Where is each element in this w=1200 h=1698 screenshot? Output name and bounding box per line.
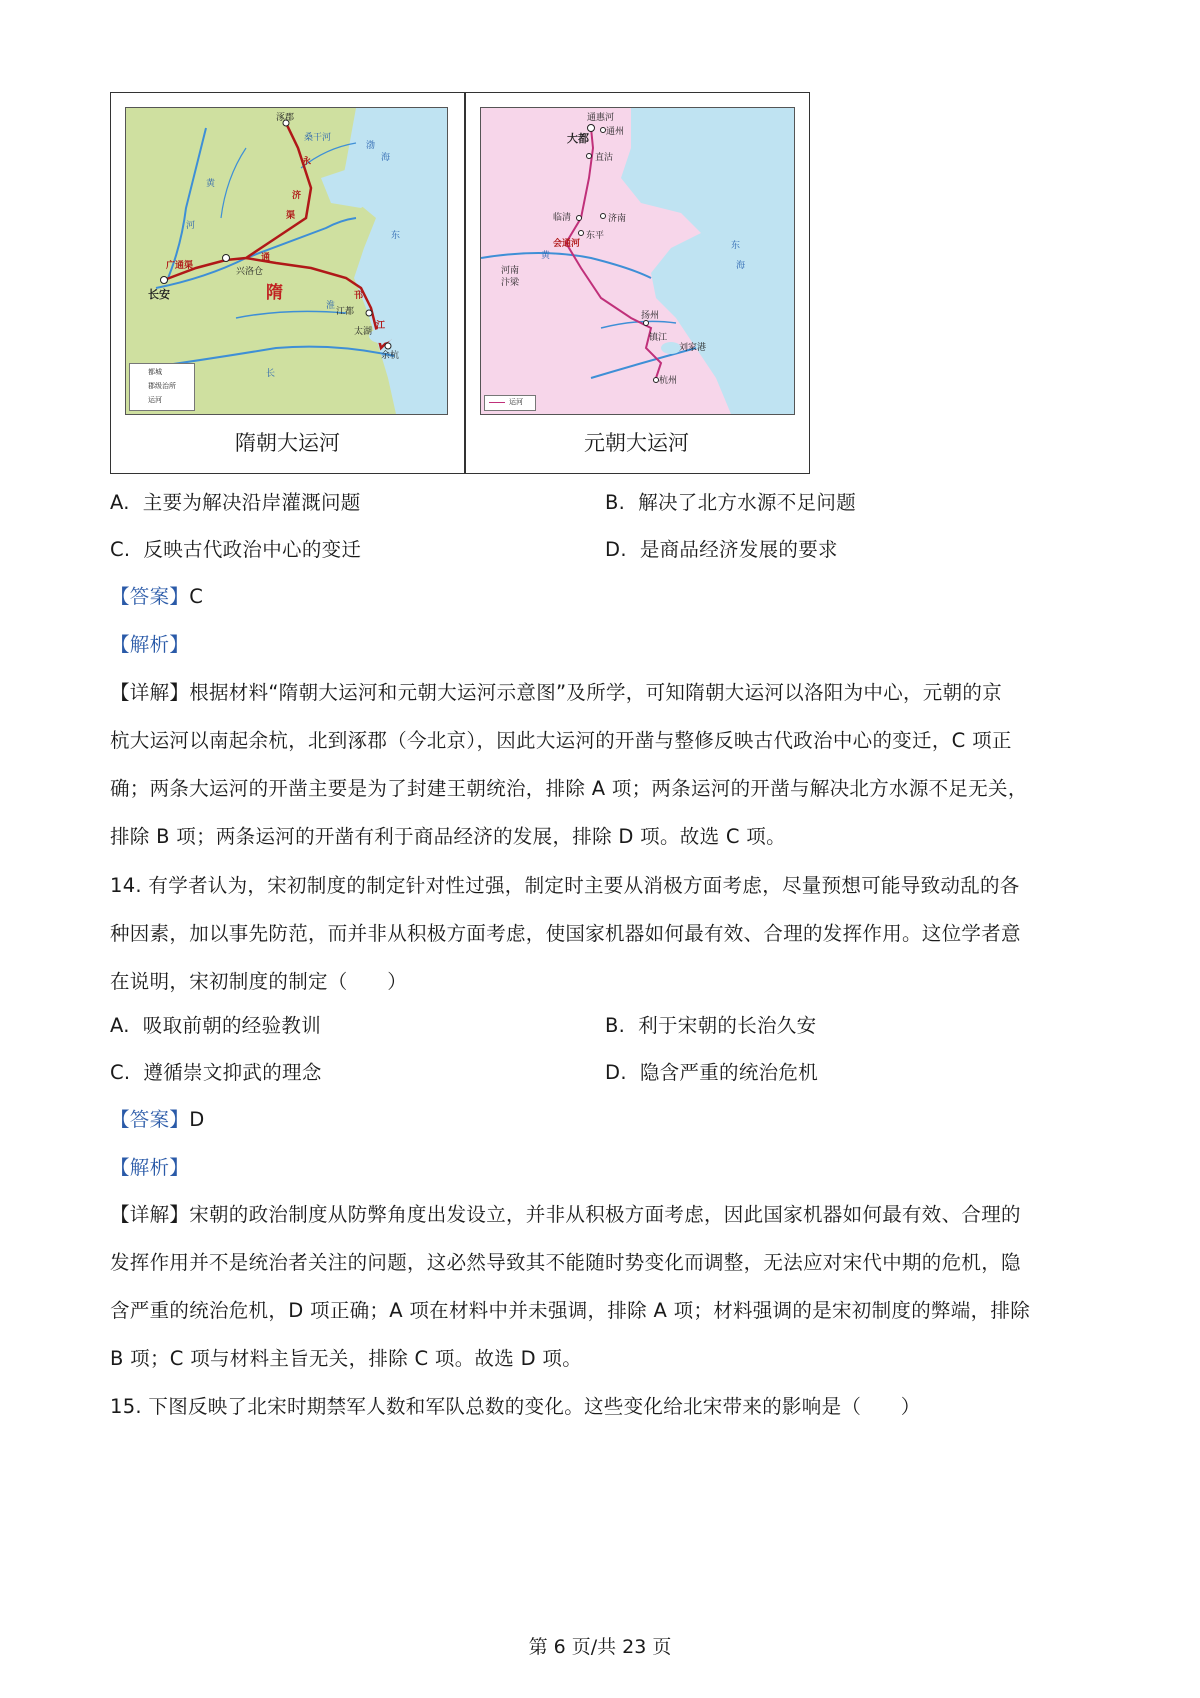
q13-option-a[interactable] — [110, 487, 361, 515]
label-tongzhou: 通州 — [606, 127, 625, 137]
q13-answer — [110, 581, 203, 609]
label-hangzhou: 杭州 — [659, 376, 678, 386]
option-letter: C. — [110, 538, 131, 561]
legend-canal: 运河 — [148, 396, 162, 404]
label-yong: 永 — [302, 157, 312, 167]
sui-canal-map — [125, 107, 448, 415]
canal-map-figure — [110, 92, 810, 474]
label-yangzhou: 扬州 — [641, 311, 660, 321]
yuan-canal-map — [480, 107, 795, 415]
answer-value: C — [189, 585, 204, 608]
q15-stem: 15. 下图反映了北宋时期禁军人数和军队总数的变化。这些变化给北宋带来的影响是（ ） — [110, 1395, 921, 1418]
label-hai: 海 — [736, 261, 746, 271]
q14-option-d[interactable] — [605, 1057, 818, 1085]
answer-tag: 【答案】 — [110, 1108, 190, 1131]
q13-detail-line-3: 确；两条大运河的开凿主要是为了封建王朝统治，排除 A 项；两条运河的开凿与解决北方水源不足无关， — [110, 777, 1028, 800]
label-jiang: 江 — [376, 321, 386, 331]
label-jinan: 济南 — [608, 214, 627, 224]
option-text: 是商品经济发展的要求 — [639, 538, 838, 561]
answer-value: D — [189, 1108, 205, 1131]
q13-detail-line-1 — [110, 677, 1002, 705]
label-guangtongqu: 广通渠 — [166, 261, 194, 271]
label-bianliang: 汴梁 — [501, 278, 520, 288]
option-text: 反映古代政治中心的变迁 — [143, 538, 362, 561]
q14-stem-line-2: 种因素，加以事先防范，而并非从积极方面考虑，使国家机器如何最有效、合理的发挥作用。这位学者意 — [110, 922, 1021, 945]
page-footer: 第 6 页/共 23 页 — [528, 1636, 672, 1658]
q13-detail-line-2: 杭大运河以南起余杭，北到涿郡（今北京），因此大运河的开凿与整修反映古代政治中心的变迁，C 项正 — [110, 729, 1012, 752]
option-text: 隐含严重的统治危机 — [639, 1061, 819, 1084]
label-sui: 隋 — [266, 283, 283, 303]
q13-option-d[interactable] — [605, 534, 838, 562]
detail-tag: 【详解】 — [110, 681, 190, 704]
q14-analysis-tag: 【解析】 — [110, 1156, 190, 1179]
label-bohai: 渤 — [366, 141, 376, 151]
option-text: 遵循崇文抑武的理念 — [143, 1061, 322, 1084]
label-zhigu: 直沽 — [595, 153, 614, 163]
label-ji: 济 — [292, 191, 302, 201]
option-text: 利于宋朝的长治久安 — [638, 1014, 817, 1037]
q14-option-b[interactable] — [605, 1010, 816, 1038]
label-huitong: 会通河 — [553, 239, 581, 249]
q14-stem-line-1: 14. 有学者认为，宋初制度的制定针对性过强，制定时主要从消极方面考虑，尽量预想可能导致动乱的各 — [110, 874, 1020, 897]
q13-option-b[interactable] — [605, 487, 856, 515]
q13-detail-line-4: 排除 B 项；两条运河的开凿有利于商品经济的发展，排除 D 项。故选 C 项。 — [110, 825, 786, 848]
label-changan: 长安 — [148, 288, 170, 301]
answer-tag: 【答案】 — [110, 585, 190, 608]
label-jiangdu: 江都 — [336, 307, 355, 317]
label-he: 河 — [186, 221, 196, 231]
label-zhenjiang: 镇江 — [649, 333, 668, 343]
option-letter: A. — [110, 1014, 130, 1037]
yuan-map-graphic — [481, 108, 794, 414]
legend-canal-yuan: 运河 — [509, 398, 523, 406]
detail-tag: 【详解】 — [110, 1203, 190, 1226]
option-letter: B. — [605, 1014, 626, 1037]
label-linqing: 临清 — [553, 213, 572, 223]
label-dong: 东 — [391, 231, 401, 241]
option-text: 主要为解决沿岸灌溉问题 — [142, 491, 361, 514]
label-dong: 东 — [731, 241, 741, 251]
label-hai: 海 — [381, 153, 391, 163]
q13-analysis-tag: 【解析】 — [110, 633, 190, 656]
label-huang: 黄 — [206, 179, 216, 189]
caption-yuan: 元朝大运河 — [584, 431, 689, 455]
detail-text: 宋朝的政治制度从防弊角度出发设立，并非从积极方面考虑，因此国家机器如何最有效、合理的 — [189, 1203, 1021, 1226]
label-zhuojun: 涿郡 — [276, 113, 295, 123]
label-qu: 渠 — [286, 211, 296, 221]
label-huanghe: 黄 — [541, 251, 551, 261]
yuan-map-legend — [484, 395, 536, 411]
q14-detail-line-1 — [110, 1199, 1021, 1227]
q14-answer — [110, 1104, 205, 1132]
caption-sui: 隋朝大运河 — [235, 431, 340, 455]
legend-line — [489, 402, 505, 403]
figure-divider — [464, 93, 466, 473]
option-text: 吸取前朝的经验教训 — [142, 1014, 321, 1037]
label-taihu: 太湖 — [354, 327, 373, 337]
label-xingluocang: 兴洛仓 — [236, 267, 264, 277]
label-chang: 长 — [266, 369, 276, 379]
legend-capital: 都城 — [148, 368, 162, 376]
label-han: 邗 — [354, 291, 364, 301]
q14-detail-line-4: B 项；C 项与材料主旨无关，排除 C 项。故选 D 项。 — [110, 1347, 583, 1370]
label-sanggan: 桑干河 — [304, 133, 332, 143]
label-tonghuihe: 通惠河 — [587, 113, 615, 123]
sui-map-legend — [129, 363, 195, 411]
label-dongping: 东平 — [586, 231, 605, 241]
option-letter: A. — [110, 491, 130, 514]
q14-option-c[interactable] — [110, 1057, 322, 1085]
option-letter: D. — [605, 1061, 627, 1084]
q14-detail-line-2: 发挥作用并不是统治者关注的问题，这必然导致其不能随时势变化而调整，无法应对宋代中期的危机，隐 — [110, 1251, 1021, 1274]
option-letter: D. — [605, 538, 627, 561]
label-dadu: 大都 — [567, 132, 589, 145]
detail-text: 根据材料“隋朝大运河和元朝大运河示意图”及所学，可知隋朝大运河以洛阳为中心，元朝的京 — [189, 681, 1003, 704]
label-huai: 淮 — [326, 301, 336, 311]
legend-prefecture: 郡级治所 — [148, 382, 176, 390]
option-letter: C. — [110, 1061, 131, 1084]
q14-stem-line-3: 在说明，宋初制度的制定（ ） — [110, 970, 408, 993]
q14-detail-line-3: 含严重的统治危机，D 项正确；A 项在材料中并未强调，排除 A 项；材料强调的是宋初制度的弊端，排除 — [110, 1299, 1030, 1322]
q14-option-a[interactable] — [110, 1010, 321, 1038]
label-yuhang: 余杭 — [381, 351, 400, 361]
label-henan: 河南 — [501, 266, 520, 276]
label-tong: 通 — [261, 253, 271, 263]
label-liujiagang: 刘家港 — [679, 343, 707, 353]
q13-option-c[interactable] — [110, 534, 361, 562]
option-text: 解决了北方水源不足问题 — [638, 491, 856, 514]
option-letter: B. — [605, 491, 626, 514]
